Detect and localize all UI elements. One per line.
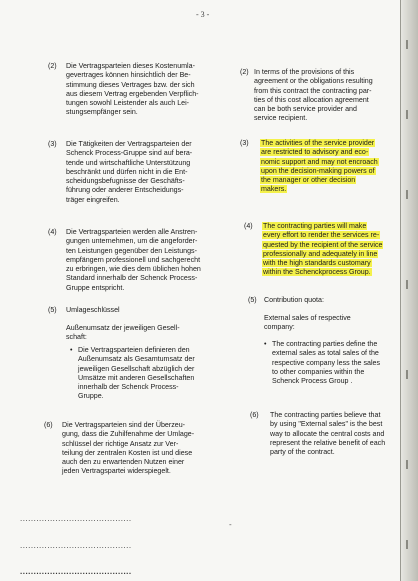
left-paragraph-5-bullet [70, 346, 230, 406]
left-paragraph-4-text: Die Vertragsparteien werden alle Anstren- gungen unternehmen, um die angeforder- ten Leistungen gegenüber den Leistungs- empfängern professionell und sachgerecht zu erbringen, wie dies dem üblichen hohen Standard innerhalb der Schenck Process- Gruppe entspricht. [66, 228, 201, 292]
right-paragraph-2 [240, 68, 400, 128]
right-paragraph-4-text-highlighted: The contracting parties will make every effort to render the services re- quested by the recipient of the service professionally and adequately in line with the high standards customary within the Schenckprocess Group. [263, 222, 383, 277]
right-paragraph-4 [244, 222, 400, 282]
scan-edge-line [400, 0, 401, 581]
left-paragraph-5-bullet-text: Die Vertragsparteien definieren den Außenumsatz als Gesamtumsatz der jeweiligen Gesellschaft abzüglich der Umsätze mit anderen Gesellschaften innerhalb der Schenck Process- Gruppe. [78, 346, 195, 401]
left-paragraph-5-number: (5) [48, 306, 57, 314]
right-paragraph-2-text: In terms of the provisions of this agreement or the obligations resulting from this contract the contracting par- ties of this cost allocation agreement can be both service provider and service recipient. [254, 68, 373, 123]
left-paragraph-3-number: (3) [48, 140, 57, 148]
left-paragraph-6-text: Die Vertragsparteien sind der Überzeu- gung, dass die Zuhilfenahme der Umlage- schlüssel der richtige Ansatz zur Ver- teilung der zentralen Kosten ist und diese auch den zu erwartenden Nutzen einer jeden Vertragspartei widerspiegelt. [62, 421, 195, 476]
page-number: - 3 - [196, 10, 210, 19]
scan-binding-edge [400, 0, 418, 581]
bullet-dot: • [264, 340, 267, 348]
left-paragraph-5-subtitle: Außenumsatz der jeweiligen Gesell- schaft: [66, 324, 180, 342]
signature-line-2: ......................................... [20, 541, 132, 550]
right-paragraph-6 [250, 411, 400, 463]
right-paragraph-5-bullet [264, 340, 400, 390]
right-paragraph-6-number: (6) [250, 411, 259, 419]
right-paragraph-5-heading: Contribution quota: [264, 296, 324, 304]
right-paragraph-6-text: The contracting parties believe that by using "External sales" is the best way to allocate the central costs and represent the relative benefit of each party of the contract. [270, 411, 386, 457]
signature-line-1: ......................................... [20, 514, 132, 523]
signature-line-3: ......................................... [20, 567, 132, 576]
left-paragraph-6-number: (6) [44, 421, 53, 429]
left-paragraph-2-text: Die Vertragsparteien dieses Kostenumla- gevertrages können hinsichtlich der Be- stimmung dieses Vertrages bzw. der sich aus diesem Vertrag ergebenden Verpflich- tungen sowohl Leistender als auch Lei- stungsempfänger sein. [66, 62, 199, 117]
right-paragraph-5-number: (5) [248, 296, 257, 304]
bullet-dot: • [70, 346, 73, 354]
left-paragraph-4-number: (4) [48, 228, 57, 236]
right-paragraph-4-number: (4) [244, 222, 253, 230]
left-paragraph-3-text: Die Tätigkeiten der Vertragsparteien der Schenck Process-Gruppe sind auf bera- tende und wirtschaftliche Unterstützung beschränkt und dürfen nicht in die Ent- scheidungsbefugnisse der Geschäfts- führung oder anderer Entscheidungs- träger eingreifen. [66, 140, 193, 204]
right-paragraph-3 [240, 139, 400, 199]
left-paragraph-2 [48, 62, 228, 122]
right-paragraph-2-number: (2) [240, 68, 249, 76]
margin-mark: - [229, 520, 232, 529]
right-paragraph-5 [248, 296, 398, 308]
left-paragraph-2-number: (2) [48, 62, 57, 70]
right-paragraph-5-bullet-text: The contracting parties define the external sales as total sales of the respective company less the sales to other companies within the Schenck Process Group . [272, 340, 381, 386]
left-paragraph-5 [48, 306, 228, 318]
right-paragraph-3-text-highlighted: The activities of the service provider are restricted to advisory and eco- nomic support and may not encroach upon the decision-making powers of the manager or other decision makers. [261, 139, 378, 194]
right-paragraph-5-subtitle: External sales of respective company: [264, 314, 351, 332]
left-paragraph-6 [44, 421, 229, 483]
left-paragraph-5-heading: Umlageschlüssel [66, 306, 120, 314]
left-paragraph-3 [48, 140, 228, 210]
right-paragraph-3-number: (3) [240, 139, 249, 147]
left-paragraph-4 [48, 228, 228, 298]
